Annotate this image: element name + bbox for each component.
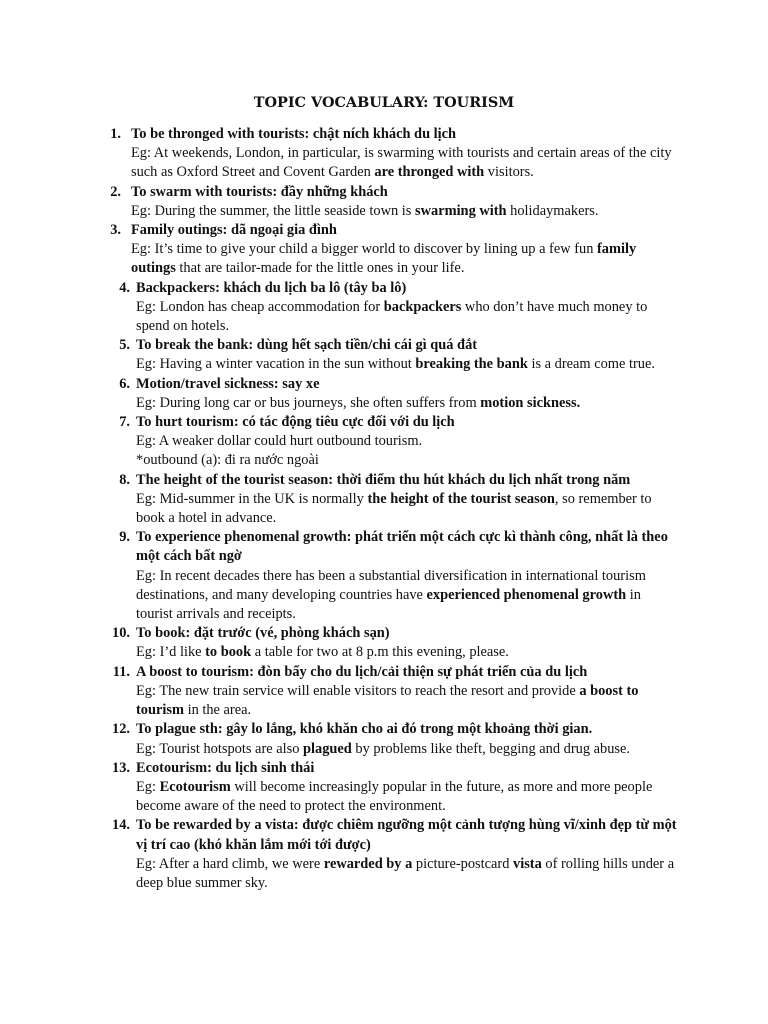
highlighted-phrase: rewarded by a	[323, 855, 413, 872]
highlighted-phrase: motion sickness.	[480, 394, 581, 411]
vocab-term: Family outings: dã ngoại gia đình	[131, 222, 337, 239]
list-item	[0, 720, 768, 758]
example-text: Eg:	[136, 778, 160, 795]
item-number: 1.	[110, 126, 121, 142]
item-number: 2.	[110, 183, 121, 200]
item-number: 7.	[119, 414, 130, 431]
example-text: Eg: London has cheap accommodation for	[136, 298, 384, 315]
example-text: Eg: After a hard climb, we were	[136, 855, 324, 872]
highlighted-phrase: backpackers	[383, 298, 462, 315]
example-sentence	[136, 355, 678, 374]
item-number: 8.	[119, 471, 130, 488]
list-item	[0, 336, 768, 374]
example-text: visitors.	[484, 164, 534, 181]
example-text: Eg: At weekends, London, in particular, is swarming with tourists and certain areas of the city such as Oxford Street and Covent Garden	[131, 145, 672, 181]
list-item	[0, 471, 768, 529]
vocab-term: To plague sth: gây lo lắng, khó khăn cho ai đó trong một khoảng thời gian.	[136, 721, 593, 738]
example-sentence	[136, 298, 678, 336]
example-text: who don’t have much money to spend on hotels.	[136, 298, 648, 335]
example-sentence	[136, 855, 678, 893]
list-item	[0, 528, 768, 624]
item-number: 6.	[119, 375, 130, 392]
item-number: 10.	[112, 625, 130, 642]
list-item	[0, 816, 768, 893]
list-item	[0, 663, 768, 721]
vocab-term: Backpackers: khách du lịch ba lô (tây ba lô)	[136, 279, 407, 296]
example-text: a table for two at 8 p.m this evening, please.	[251, 644, 509, 661]
vocab-term: The height of the tourist season: thời điểm thu hút khách du lịch nhất trong năm	[136, 471, 631, 488]
item-number: 5.	[119, 337, 130, 354]
highlighted-phrase: the height of the tourist season	[367, 490, 555, 507]
example-sentence	[131, 202, 678, 221]
example-text: Eg: During the summer, the little seaside town is	[131, 202, 415, 219]
example-sentence	[136, 643, 678, 662]
example-text: Eg: Mid-summer in the UK is normally	[136, 490, 368, 507]
item-number: 4.	[119, 279, 130, 296]
vocab-term: To be thronged with tourists: chật ních khách du lịch	[131, 126, 457, 142]
vocab-term: To break the bank: dùng hết sạch tiền/chi cái gì quá đắt	[136, 337, 478, 354]
list-item	[0, 221, 768, 279]
list-item	[0, 183, 768, 221]
example-text: that are tailor-made for the little ones in your life.	[175, 260, 465, 277]
list-item	[0, 279, 768, 337]
item-number: 3.	[110, 222, 121, 239]
highlighted-phrase: family outings	[131, 241, 637, 277]
highlighted-phrase: breaking the bank	[415, 356, 528, 373]
example-text: in the area.	[183, 702, 252, 719]
list-item	[0, 125, 768, 183]
example-sentence	[136, 490, 678, 528]
highlighted-phrase: experienced phenomenal growth	[426, 586, 627, 603]
item-number: 11.	[112, 663, 130, 680]
example-sentence	[131, 144, 678, 182]
vocab-term: To be rewarded by a vista: được chiêm ngưỡng một cảnh tượng hùng vĩ/xinh đẹp từ một vị trí cao (khó khăn lắm mới tới được)	[136, 817, 677, 853]
item-number: 12.	[112, 721, 130, 738]
example-text: Eg: The new train service will enable visitors to reach the resort and provide	[136, 682, 580, 699]
example-sentence	[131, 240, 678, 278]
vocabulary-list	[0, 125, 768, 893]
example-sentence	[136, 432, 678, 451]
example-text: picture-postcard	[412, 855, 513, 872]
item-number: 14.	[112, 817, 130, 834]
example-sentence	[136, 778, 678, 816]
highlighted-phrase: vista	[513, 855, 542, 872]
example-sentence	[136, 567, 678, 625]
highlighted-phrase: Ecotourism	[159, 778, 231, 795]
example-text: holidaymakers.	[506, 202, 599, 219]
example-text: Eg: I’d like	[136, 644, 206, 661]
vocab-term: Motion/travel sickness: say xe	[136, 375, 320, 392]
highlighted-phrase: to book	[205, 644, 252, 661]
example-text: is a dream come true.	[527, 356, 655, 373]
vocab-term: A boost to tourism: đòn bẩy cho du lịch/cải thiện sự phát triển của du lịch	[136, 663, 588, 680]
list-item	[0, 375, 768, 413]
list-item	[0, 624, 768, 662]
highlighted-phrase: plagued	[303, 740, 352, 757]
vocab-term: To hurt tourism: có tác động tiêu cực đối với du lịch	[136, 414, 455, 431]
list-item	[0, 413, 768, 471]
example-sentence	[136, 740, 678, 759]
example-text: Eg: Having a winter vacation in the sun without	[136, 356, 416, 373]
item-number: 13.	[112, 759, 130, 776]
example-text: in tourist arrivals and receipts.	[136, 586, 641, 623]
example-text: by problems like theft, begging and drug abuse.	[351, 740, 630, 757]
vocab-term: Ecotourism: du lịch sinh thái	[136, 759, 315, 776]
page-title: TOPIC VOCABULARY: TOURISM	[253, 94, 515, 111]
example-sentence	[136, 682, 678, 720]
example-text: will become increasingly popular in the future, as more and more people become aware of the need to protect the environment.	[136, 778, 653, 815]
example-sentence	[136, 394, 678, 413]
example-text: Eg: Tourist hotspots are also	[136, 740, 304, 757]
vocab-term: To experience phenomenal growth: phát triển một cách cực kì thành công, nhất là theo một cách bất ngờ	[136, 529, 668, 565]
example-text: Eg: During long car or bus journeys, she often suffers from	[136, 394, 481, 411]
definition-note: *outbound (a): đi ra nước ngoài	[136, 452, 319, 469]
item-number: 9.	[119, 529, 130, 546]
highlighted-phrase: swarming with	[415, 202, 507, 219]
vocab-term: To swarm with tourists: đầy những khách	[131, 183, 388, 200]
highlighted-phrase: are thronged with	[374, 164, 485, 181]
vocab-term: To book: đặt trước (vé, phòng khách sạn)	[136, 625, 390, 642]
example-text: Eg: It’s time to give your child a bigger world to discover by lining up a few fun	[131, 241, 598, 258]
example-text: Eg: In recent decades there has been a substantial diversification in international tourism destinations, and many developing countries have	[136, 567, 646, 603]
list-item	[0, 759, 768, 817]
example-text: , so remember to book a hotel in advance.	[136, 490, 652, 527]
example-text: of rolling hills under a deep blue summer sky.	[136, 855, 675, 891]
example-text: Eg: A weaker dollar could hurt outbound tourism.	[136, 433, 423, 450]
highlighted-phrase: a boost to tourism	[136, 682, 639, 719]
